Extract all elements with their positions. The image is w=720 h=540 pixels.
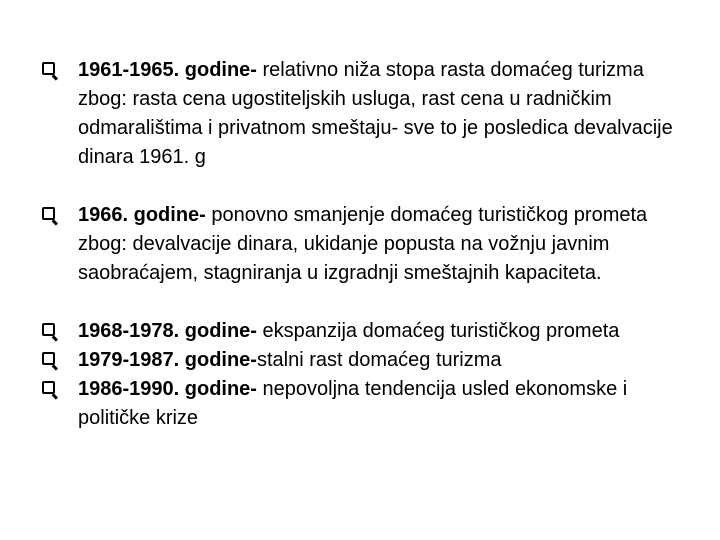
checkbox-bullet-icon: [42, 62, 55, 75]
list-item: [40, 56, 690, 172]
checkbox-bullet-icon: [42, 352, 55, 365]
item-text: stalni rast domaćeg turizma: [256, 349, 502, 371]
item-text: relativno niža stopa rasta domaćeg turizma zbog: rasta cena ugostiteljskih usluga, rast cena u radničkim odmaralištima i privatnom smeštaju- sve to je posledica devalvacije dinara 1961. g: [78, 59, 673, 168]
checkbox-bullet-icon: [42, 381, 55, 394]
period-label: 1986-1990. godine-: [78, 378, 257, 400]
list-item: [40, 375, 690, 433]
list-item: [40, 346, 690, 375]
item-text: nepovoljna tendencija usled ekonomske i političke krize: [78, 378, 628, 429]
period-label: 1961-1965. godine-: [78, 59, 257, 81]
bullet-list: [40, 56, 690, 433]
checkbox-bullet-icon: [42, 207, 55, 220]
period-label: 1966. godine-: [78, 204, 206, 226]
list-item: [40, 201, 690, 288]
list-item: [40, 317, 690, 346]
item-text: ekspanzija domaćeg turističkog prometa: [256, 320, 620, 342]
period-label: 1968-1978. godine-: [78, 320, 257, 342]
checkbox-bullet-icon: [42, 323, 55, 336]
period-label: 1979-1987. godine-: [78, 349, 257, 371]
item-text: ponovno smanjenje domaćeg turističkog prometa zbog: devalvacije dinara, ukidanje popusta na vožnju javnim saobraćajem, stagniranja u izgradnji smeštajnih kapaciteta.: [78, 204, 648, 284]
